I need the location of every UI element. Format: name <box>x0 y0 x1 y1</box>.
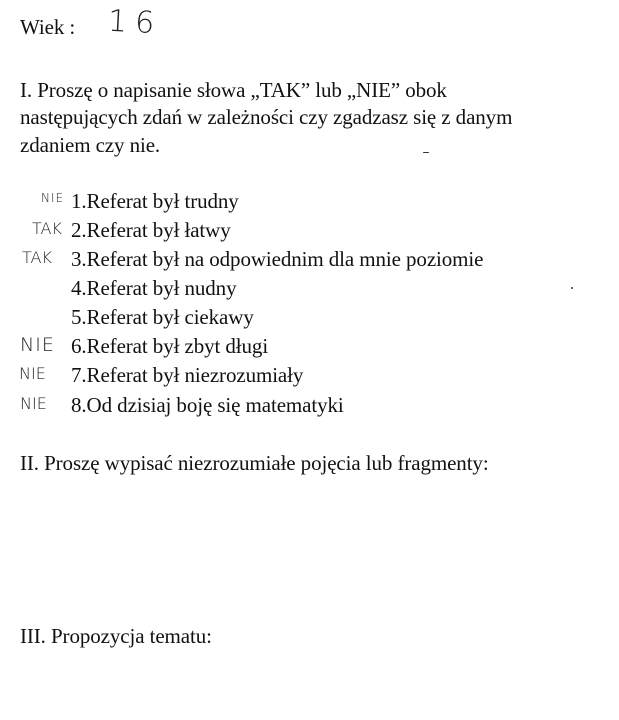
statement-1: 1.Referat był trudny <box>71 189 239 213</box>
handwritten-answer-7: NIE <box>19 364 46 383</box>
statement-3: 3.Referat był na odpowiednim dla mnie poziomie <box>71 247 484 271</box>
statement-7: 7.Referat był niezrozumiały <box>71 363 304 387</box>
statement-4: 4.Referat był nudny <box>71 276 237 300</box>
statement-6: 6.Referat był zbyt długi <box>71 334 269 358</box>
handwritten-answer-8: NIE <box>20 394 47 413</box>
age-handwritten-value: 16 <box>107 3 164 42</box>
section2-heading: II. Proszę wypisać niezrozumiałe pojęcia lub fragmenty: <box>20 451 489 475</box>
statement-2: 2.Referat był łatwy <box>71 218 231 242</box>
handwritten-answer-2: TAK <box>32 219 62 238</box>
handwritten-answer-3: TAK <box>22 248 52 267</box>
section1-intro-line2: następujących zdań w zależności czy zgadzasz się z danym <box>20 105 513 129</box>
scan-speck <box>571 287 573 289</box>
statement-5: 5.Referat był ciekawy <box>71 305 254 329</box>
handwritten-answer-1: NIE <box>41 191 65 205</box>
section1-intro-line3: zdaniem czy nie. <box>20 133 161 157</box>
section3-heading: III. Propozycja tematu: <box>20 624 212 648</box>
age-label: Wiek : <box>20 15 76 39</box>
scan-speck <box>423 152 429 153</box>
statement-8: 8.Od dzisiaj boję się matematyki <box>71 393 344 417</box>
section1-intro-line1: I. Proszę o napisanie słowa „TAK” lub „NIE” obok <box>20 78 447 102</box>
handwritten-answer-6: NIE <box>20 334 55 356</box>
